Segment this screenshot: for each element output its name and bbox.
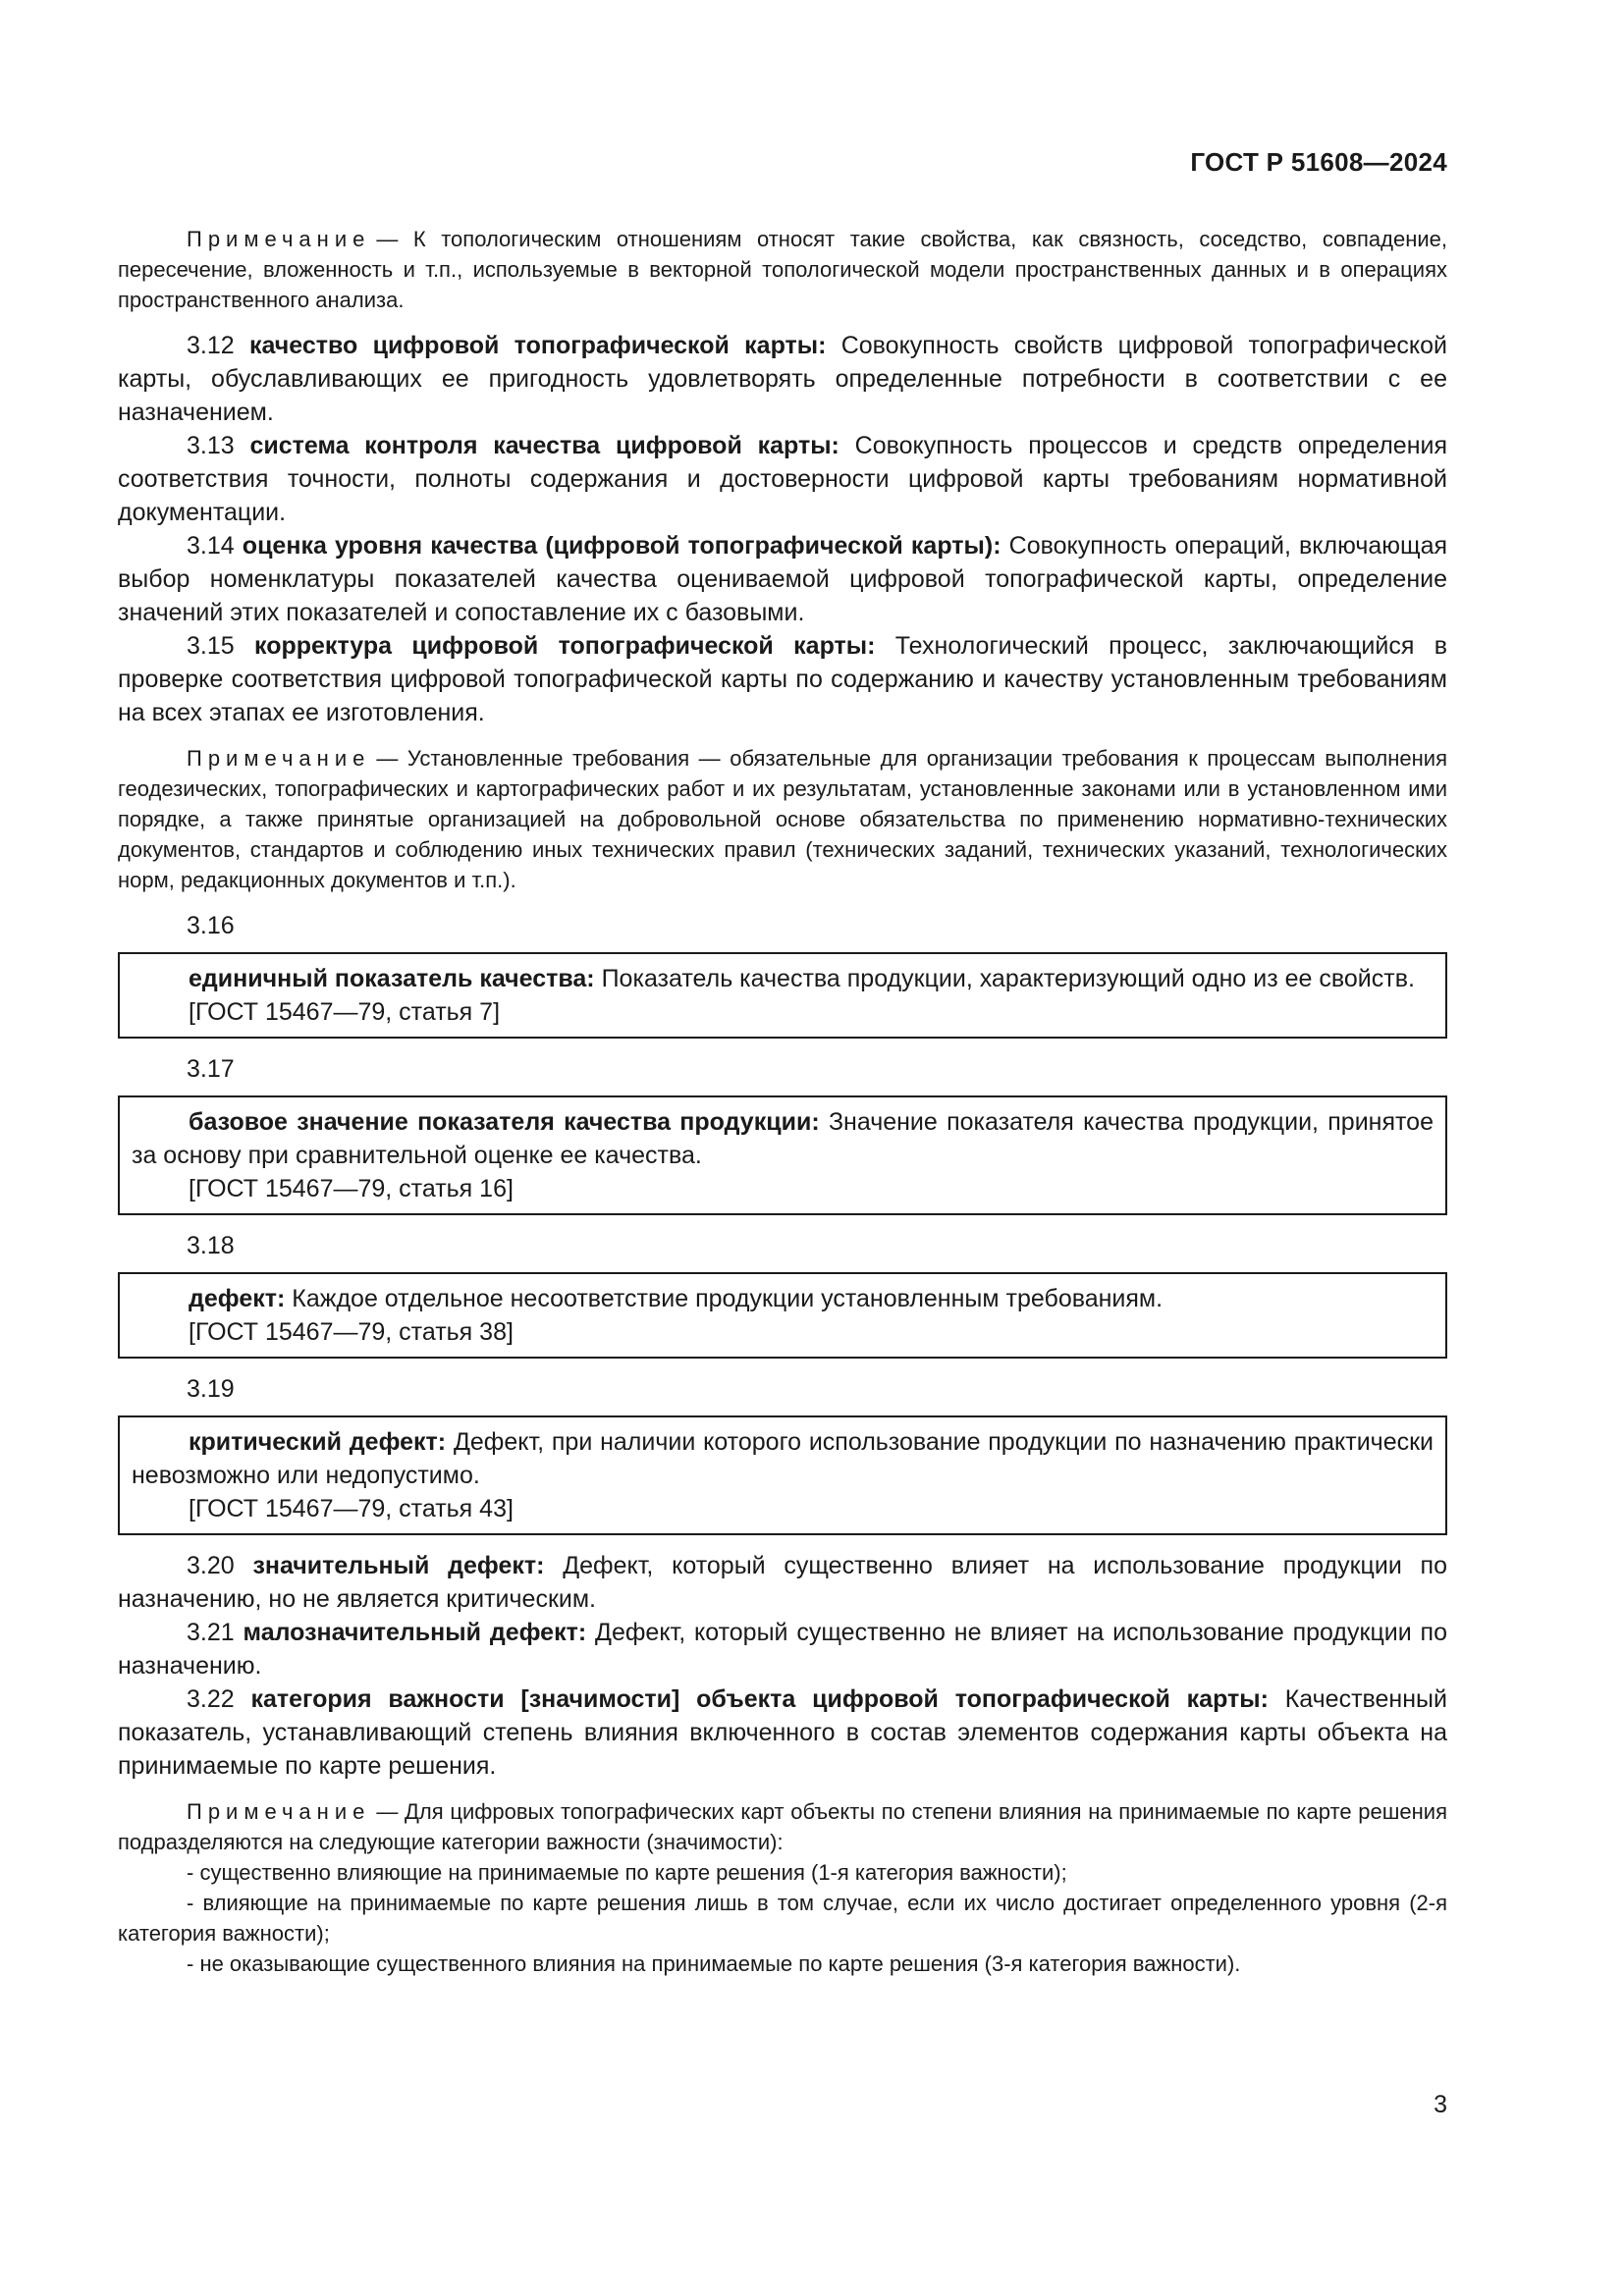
term-number: 3.20	[187, 1552, 235, 1579]
term-title: единичный показатель качества:	[189, 965, 595, 992]
term-3-21	[118, 1616, 1447, 1682]
term-definition: Дефект, который существенно влияет на использование продукции по назначению, но не является критическим.	[118, 1552, 1447, 1613]
term-number-3-16: 3.16	[187, 912, 235, 939]
note-topological	[118, 224, 1447, 315]
document-header: ГОСТ Р 51608—2024	[1190, 147, 1447, 177]
note-text: — К топологическим отношениям относят такие свойства, как связность, соседство, совпадение, пересечение, вложенность и т.п., используемые в векторной топологической модели пространственных данных и в операциях пространственного анализа.	[118, 227, 1447, 312]
term-source: [ГОСТ 15467—79, статья 43]	[189, 1495, 514, 1522]
term-3-20	[118, 1549, 1447, 1616]
term-definition: Качественный показатель, устанавливающий степень влияния включенного в состав элементов содержания карты объекта на принимаемые по карте решения.	[118, 1685, 1447, 1780]
term-definition: Технологический процесс, заключающийся в проверке соответствия цифровой топографической карты по содержанию и качеству установленным требованиям на всех этапах ее изготовления.	[118, 632, 1447, 726]
term-number-3-19: 3.19	[187, 1375, 235, 1403]
note-requirements	[118, 743, 1447, 895]
term-title: качество цифровой топографической карты:	[248, 332, 827, 359]
note-text: — Установленные требования — обязательные для организации требования к процессам выполнения геодезических, топографических и картографических работ и их результатам, установленные законами или в установленном ими порядке, а также принятые организацией на добровольной основе обязательства по применению нормативно-технических документов, стандартов и соблюдению иных технических правил (технических заданий, технических указаний, технологических норм, редакционных документов и т.п.).	[118, 746, 1447, 892]
term-title: дефект:	[189, 1285, 286, 1312]
term-definition-line	[132, 1425, 1434, 1492]
term-title: значительный дефект:	[252, 1552, 545, 1579]
term-title: корректура цифровой топографической карты:	[254, 632, 876, 660]
term-title: базовое значение показателя качества продукции:	[189, 1108, 820, 1136]
term-number: 3.15	[187, 632, 235, 660]
note-label: Примечание	[187, 746, 371, 771]
note-text: — Для цифровых топографических карт объекты по степени влияния на принимаемые по карте решения подразделяются на следующие категории важности (значимости):	[118, 1799, 1447, 1854]
list-item: - не оказывающие существенного влияния на принимаемые по карте решения (3-я категория важности).	[187, 1951, 1241, 1976]
term-box-3-18	[118, 1272, 1447, 1359]
term-definition: Значение показателя качества продукции, принятое за основу при сравнительной оценке ее качества.	[132, 1108, 1434, 1169]
page-content	[118, 224, 1447, 1979]
page-number: 3	[1434, 2091, 1447, 2118]
term-title: критический дефект:	[189, 1428, 447, 1456]
term-box-3-17	[118, 1095, 1447, 1215]
term-source: [ГОСТ 15467—79, статья 38]	[189, 1318, 514, 1346]
term-number-3-18: 3.18	[187, 1232, 235, 1259]
term-number: 3.12	[187, 332, 235, 359]
term-box-3-16	[118, 952, 1447, 1039]
term-definition: Совокупность процессов и средств определения соответствия точности, полноты содержания и достоверности цифровой карты требованиям нормативной документации.	[118, 432, 1447, 526]
term-definition: Совокупность свойств цифровой топографической карты, обуславливающих ее пригодность удовлетворять определенные потребности в соответствии с ее назначением.	[118, 332, 1447, 426]
term-title: система контроля качества цифровой карты:	[249, 432, 839, 459]
term-title: оценка уровня качества (цифровой топографической карты):	[242, 532, 1001, 560]
term-definition-line	[132, 962, 1434, 995]
term-number: 3.21	[187, 1619, 235, 1646]
term-source: [ГОСТ 15467—79, статья 7]	[189, 998, 501, 1026]
term-definition: Дефект, при наличии которого использование продукции по назначению практически невозможно или недопустимо.	[132, 1428, 1434, 1489]
term-definition: Совокупность операций, включающая выбор номенклатуры показателей качества оцениваемой цифровой топографической карты, определение значений этих показателей и сопоставление их с базовыми.	[118, 532, 1448, 626]
term-3-12	[118, 329, 1447, 429]
term-title: категория важности [значимости] объекта цифровой топографической карты:	[250, 1685, 1269, 1713]
list-item: - существенно влияющие на принимаемые по карте решения (1-я категория важности);	[187, 1860, 1067, 1885]
note-importance-categories	[118, 1796, 1447, 1857]
term-number: 3.14	[187, 532, 235, 560]
note-label: Примечание	[187, 1799, 371, 1824]
term-definition: Дефект, который существенно не влияет на использование продукции по назначению.	[118, 1619, 1447, 1680]
term-definition-line	[132, 1282, 1434, 1315]
term-definition-line	[132, 1105, 1434, 1172]
note-label: Примечание	[187, 227, 371, 251]
term-definition: Каждое отдельное несоответствие продукции установленным требованиям.	[292, 1285, 1164, 1312]
term-definition: Показатель качества продукции, характеризующий одно из ее свойств.	[601, 965, 1415, 992]
term-title: малозначительный дефект:	[243, 1619, 587, 1646]
term-number: 3.22	[187, 1685, 235, 1713]
term-3-14	[118, 529, 1447, 629]
term-3-13	[118, 429, 1447, 529]
list-item: - влияющие на принимаемые по карте решения лишь в том случае, если их число достигает определенного уровня (2-я категория важности);	[118, 1891, 1447, 1946]
term-number: 3.13	[187, 432, 235, 459]
term-3-15	[118, 629, 1447, 729]
term-box-3-19	[118, 1415, 1447, 1535]
term-source: [ГОСТ 15467—79, статья 16]	[189, 1175, 514, 1202]
term-3-22	[118, 1682, 1447, 1783]
term-number-3-17: 3.17	[187, 1055, 235, 1083]
